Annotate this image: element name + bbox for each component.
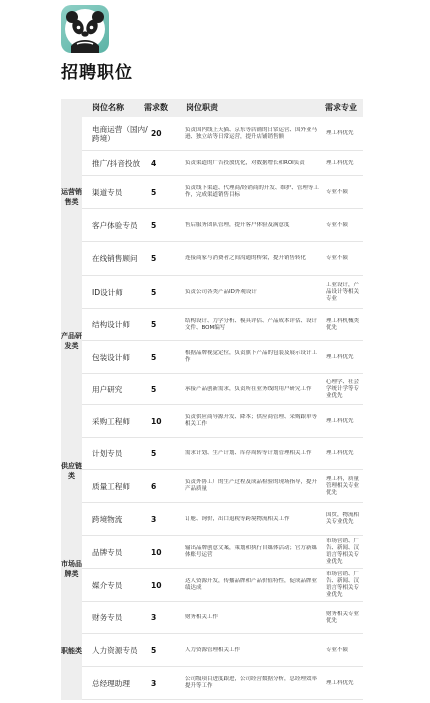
job-duty [185,341,320,373]
job-duty [185,438,320,469]
position-name [92,117,148,150]
table-row [82,405,363,438]
major-requirement-text: 理工科优先 [326,159,354,166]
group-label: 产品研发类 [61,331,82,350]
position-name [92,374,148,404]
job-duty [185,634,320,666]
table-row [82,242,363,276]
major-requirement [326,209,363,241]
major-requirement-text: 理工科优先 [326,130,354,136]
position-name [92,569,148,601]
table-row [82,374,363,405]
position-name-text: 财务专员 [92,613,123,622]
demand-count [151,276,171,308]
demand-count-text: 20 [151,130,162,137]
major-requirement [326,374,363,404]
job-duty-text: 公司级项目进度跟进，公司经营数据分析，总经理效率提升等工作 [185,676,318,689]
job-duty-text: 售后服务团队管理，提升客户体验及满意度 [185,221,290,228]
position-name-text: 媒介专员 [92,580,123,590]
recruitment-table [61,99,363,703]
position-name-text: 计划专员 [92,449,123,458]
position-name-text: 电商运营（国内/跨境） [92,124,148,143]
job-duty-text: 连接商家与消费者之间沟通的桥梁，提升销售转化 [185,255,307,261]
major-requirement-text: 专业不限 [326,255,349,261]
job-duty-text: 负责公司各类产品ID外观设计 [185,288,257,295]
major-requirement-text: 专业不限 [326,646,349,653]
major-requirement-text: 国贸，物流相关专业优先 [326,512,360,525]
position-name [92,176,148,208]
demand-count-text: 5 [151,188,157,196]
major-requirement-text: 理工科，质量管理相关专业优先 [326,475,360,496]
job-duty [185,602,320,633]
job-duty-text: 结构设计、力学分析、模具评估、产品成本评估、设计文件、BOM编写 [185,317,318,331]
position-name-text: 推广/抖音投放 [92,158,141,168]
demand-count-text: 3 [151,679,157,687]
demand-count [151,438,171,469]
group-label: 运营销售类 [61,187,82,206]
table-row [82,634,363,667]
job-duty-text: 财务相关工作 [185,614,219,620]
job-duty [185,536,320,568]
header-demand-count: 需求数 [144,103,168,112]
major-requirement-text: 财务相关专业优先 [326,610,360,624]
table-row [82,667,363,700]
position-name-text: 采购工程师 [92,416,130,426]
major-requirement [326,503,363,535]
job-duty [185,176,320,208]
job-duty-text: 承接产品创新需求，负责所在业务线的用户研究工作 [185,385,312,392]
job-duty [185,405,320,437]
demand-count [151,569,171,601]
table-row [82,276,363,309]
demand-count [151,667,171,699]
job-duty-text: 订舱、询价，出口退税等跨境物流相关工作 [185,515,290,522]
job-duty [185,242,320,275]
demand-count-text: 5 [151,385,157,393]
major-requirement [326,151,363,175]
demand-count [151,242,171,275]
job-duty-text: 负责渠道的广告投放优化，对数据增长和ROI负责 [185,159,305,166]
job-duty [185,117,320,150]
job-duty [185,569,320,601]
position-name [92,276,148,308]
position-name-text: 人力资源专员 [92,645,138,655]
position-name-text: 客户体验专员 [92,220,138,230]
position-name [92,503,148,535]
major-requirement [326,634,363,666]
demand-count-text: 3 [151,515,157,523]
demand-count-text: 5 [151,255,157,262]
major-requirement [326,470,363,502]
major-requirement [326,602,363,633]
table-row [82,117,363,151]
major-requirement-text: 心理学、社会学统计学等专业优先 [326,378,360,399]
major-requirement-text: 工业设计，产品设计等相关专业 [326,281,360,302]
position-name-text: 品牌专员 [92,547,123,557]
position-name-text: 渠道专员 [92,187,123,197]
demand-count-text: 3 [151,614,157,621]
job-duty-text: 输出品牌创意文案，策划和执行自媒体活动；官方新媒体账号运营 [185,545,318,558]
major-requirement-text: 理工科优先 [326,417,354,424]
position-name [92,341,148,373]
job-duty [185,276,320,308]
job-duty [185,470,320,502]
position-name [92,309,148,340]
demand-count [151,503,171,535]
group-label: 供应链类 [61,461,82,480]
table-row [82,176,363,209]
table-row [82,536,363,569]
demand-count-text: 10 [151,417,162,425]
demand-count [151,176,171,208]
job-duty [185,209,320,241]
major-requirement [326,536,363,568]
table-row [82,470,363,503]
demand-count [151,634,171,666]
position-name-text: 用户研究 [92,384,123,394]
position-name-text: 在线销售顾问 [92,254,138,263]
header-position-name: 岗位名称 [92,103,124,112]
demand-count-text: 5 [151,221,157,229]
major-requirement [326,438,363,469]
demand-count [151,309,171,340]
major-requirement [326,309,363,340]
demand-count [151,374,171,404]
position-name [92,667,148,699]
demand-count [151,602,171,633]
demand-count [151,405,171,437]
major-requirement [326,117,363,150]
demand-count [151,536,171,568]
demand-count [151,209,171,241]
demand-count-text: 10 [151,548,162,556]
position-name-text: ID设计师 [92,287,123,297]
job-duty [185,151,320,175]
position-name-text: 包装设计师 [92,352,130,362]
major-requirement-text: 理工科优先 [326,450,354,456]
major-requirement-text: 市场营销、广告、新闻、汉语言等相关专业优先 [326,571,360,598]
demand-count [151,117,171,150]
position-name [92,470,148,502]
position-name-text: 总经理助理 [92,678,130,688]
table-row [82,309,363,341]
table-row [82,602,363,634]
job-duty-text: 需求计划、生产计划、库存周转等计划管理相关工作 [185,450,312,456]
group-label: 市场品牌类 [61,560,82,578]
group-label: 职能类 [61,647,82,655]
position-name [92,242,148,275]
position-name [92,209,148,241]
job-duty [185,503,320,535]
demand-count [151,470,171,502]
job-duty [185,309,320,340]
major-requirement-text: 专业不限 [326,188,349,195]
major-requirement [326,667,363,699]
header-major-requirement: 需求专业 [325,103,357,112]
demand-count-text: 5 [151,646,157,654]
header-job-duty: 岗位职责 [186,103,218,112]
table-row [82,569,363,602]
demand-count [151,151,171,175]
job-duty-text: 根据品牌视觉定位，负责旗下产品的包装及展示设计工作 [185,350,318,363]
position-name-text: 结构设计师 [92,320,130,329]
table-row [82,503,363,536]
major-requirement [326,341,363,373]
major-requirement-text: 理工科优先 [326,353,354,360]
demand-count-text: 5 [151,288,157,296]
job-duty [185,667,320,699]
position-name-text: 跨境物流 [92,514,123,524]
demand-count-text: 5 [151,321,157,328]
major-requirement [326,569,363,601]
job-duty-text: 负责线下渠道、代理商/经销商的开发、维护、管理等工作，完成渠道销售目标 [185,185,319,198]
major-requirement-text: 市场营销、广告、新闻、汉语言等相关专业优先 [326,538,360,565]
major-requirement [326,242,363,275]
demand-count-text: 4 [151,159,157,167]
position-name [92,438,148,469]
major-requirement-text: 理工科机械类优先 [326,317,360,331]
demand-count-text: 5 [151,450,157,457]
table-row [82,438,363,470]
job-duty-text: 负责外协工厂的生产过程及成品检验的现场指导，提升产品质量 [185,479,318,492]
demand-count-text: 10 [151,581,162,589]
demand-count-text: 6 [151,482,157,490]
position-name [92,151,148,175]
demand-count-text: 5 [151,353,157,361]
job-duty-text: 负责国内线上天猫、京东等店铺的日常运营、国外亚马逊、独立站等日常运营，提升店铺销售额 [185,126,318,140]
major-requirement [326,176,363,208]
position-name [92,634,148,666]
position-name-text: 质量工程师 [92,481,130,491]
position-name [92,602,148,633]
job-duty-text: 人力资源管理相关工作 [185,646,241,653]
table-row [82,209,363,242]
demand-count [151,341,171,373]
job-duty-text: 负责供应商导源开发、降本；供应商管理、采购跟单等相关工作 [185,414,318,427]
panda-logo-icon [61,5,109,53]
position-name [92,405,148,437]
table-header [61,99,363,117]
major-requirement [326,276,363,308]
major-requirement [326,405,363,437]
table-row [82,151,363,176]
major-requirement-text: 专业不限 [326,221,349,228]
page-title: 招聘职位 [61,63,133,83]
major-requirement-text: 理工科优先 [326,679,354,686]
table-row [82,341,363,374]
job-duty [185,374,320,404]
position-name [92,536,148,568]
job-duty-text: 达人资源开发，传播品牌和产品价值特性，促成品牌业绩达成 [185,578,318,591]
